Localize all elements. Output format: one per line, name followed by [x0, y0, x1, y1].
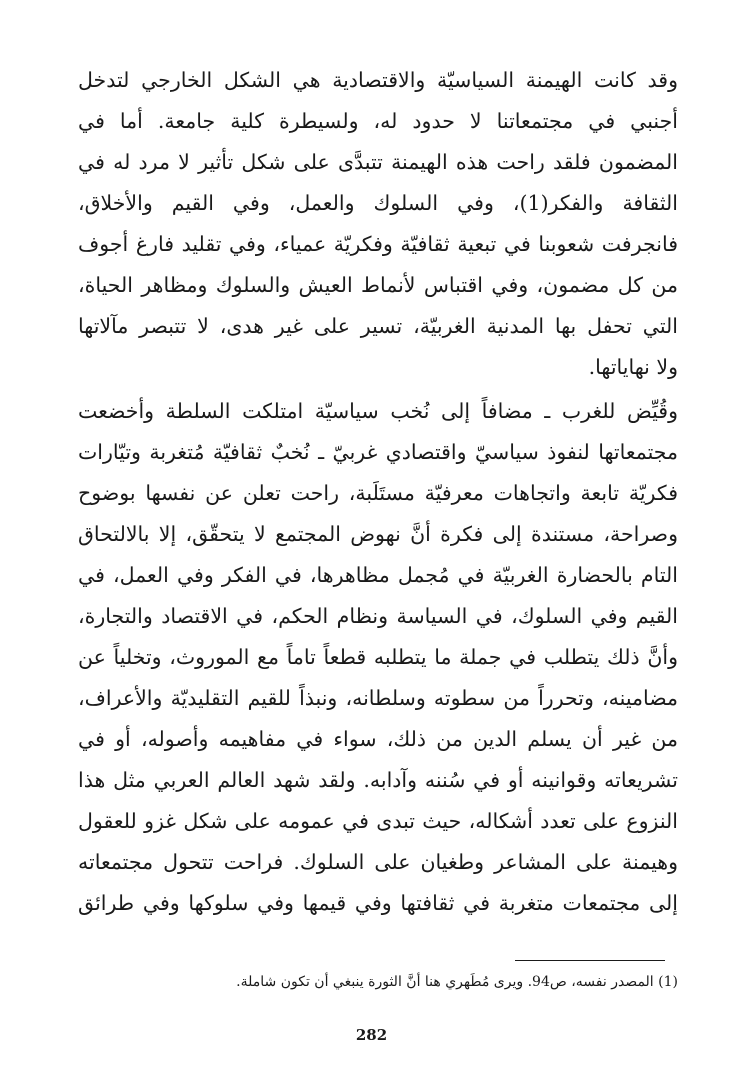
text-line: من كل مضمون، وفي اقتباس لأنماط العيش والسلوك ومظاهر الحياة،	[78, 273, 678, 297]
text-line: وأنَّ ذلك يتطلب في جملة ما يتطلبه قطعاً تاماً مع الموروث، وتخلياً عن	[78, 645, 678, 669]
text-line: فكريّة تابعة واتجاهات معرفيّة مستَلَبة، راحت تعلن عن نفسها بوضوح	[78, 481, 678, 505]
text-line: مجتمعاتها لنفوذ سياسيّ واقتصادي غربيّ ـ نُخبٌ ثقافيّة مُتغربة وتيّارات	[78, 440, 678, 464]
text-line: فانجرفت شعوبنا في تبعية ثقافيّة وفكريّة عمياء، وفي تقليد فارغ أجوف	[78, 232, 678, 256]
paragraph-2	[78, 391, 678, 924]
text-line: القيم وفي السلوك، في السياسة ونظام الحكم، في الاقتصاد والتجارة،	[78, 604, 678, 628]
text-line: الثقافة والفكر(1)، وفي السلوك والعمل، وفي القيم والأخلاق،	[78, 191, 678, 215]
text-line: النزوع على تعدد أشكاله، حيث تبدى في عمومه على شكل غزو للعقول	[78, 809, 678, 833]
text-line: ولا نهاياتها.	[588, 355, 678, 379]
text-line: وهيمنة على المشاعر وطغيان على السلوك. فراحت تتحول مجتمعاته	[78, 850, 678, 874]
text-line: إلى مجتمعات متغربة في ثقافتها وفي قيمها وفي سلوكها وفي طرائق	[78, 891, 678, 915]
text-line: وقد كانت الهيمنة السياسيّة والاقتصادية هي الشكل الخارجي لتدخل	[78, 68, 678, 92]
text-line: التي تحفل بها المدنية الغربيّة، تسير على غير هدى، لا تتبصر مآلاتها	[78, 314, 678, 338]
text-line: من غير أن يسلم الدين من ذلك، سواء في مفاهيمه وأصوله، أو في	[78, 727, 678, 751]
text-line: مضامينه، وتحرراً من سطوته وسلطانه، ونبذاً للقيم التقليديّة والأعراف،	[78, 686, 678, 710]
text-line: وصراحة، مستندة إلى فكرة أنَّ نهوض المجتمع لا يتحقّق، إلا بالالتحاق	[78, 522, 678, 546]
text-line: التام بالحضارة الغربيّة في مُجمل مظاهرها، في الفكر وفي العمل، في	[78, 563, 678, 587]
text-line: أجنبي في مجتمعاتنا لا حدود له، ولسيطرة كلية جامعة. أما في	[78, 109, 678, 133]
footnote: (1) المصدر نفسه، ص94. ويرى مُطَهري هنا أنَّ الثورة ينبغي أن تكون شاملة.	[236, 974, 678, 990]
footnote-divider	[515, 960, 665, 961]
page-number: 282	[355, 1026, 388, 1044]
text-line: وقُيِّض للغرب ـ مضافاً إلى نُخب سياسيّة امتلكت السلطة وأخضعت	[78, 399, 678, 423]
text-line: المضمون فلقد راحت هذه الهيمنة تتبدَّى على شكل تأثير لا مرد له في	[78, 150, 678, 174]
text-line: تشريعاته وقوانينه أو في سُننه وآدابه. ولقد شهد العالم العربي مثل هذا	[78, 768, 678, 792]
paragraph-1	[78, 60, 678, 388]
